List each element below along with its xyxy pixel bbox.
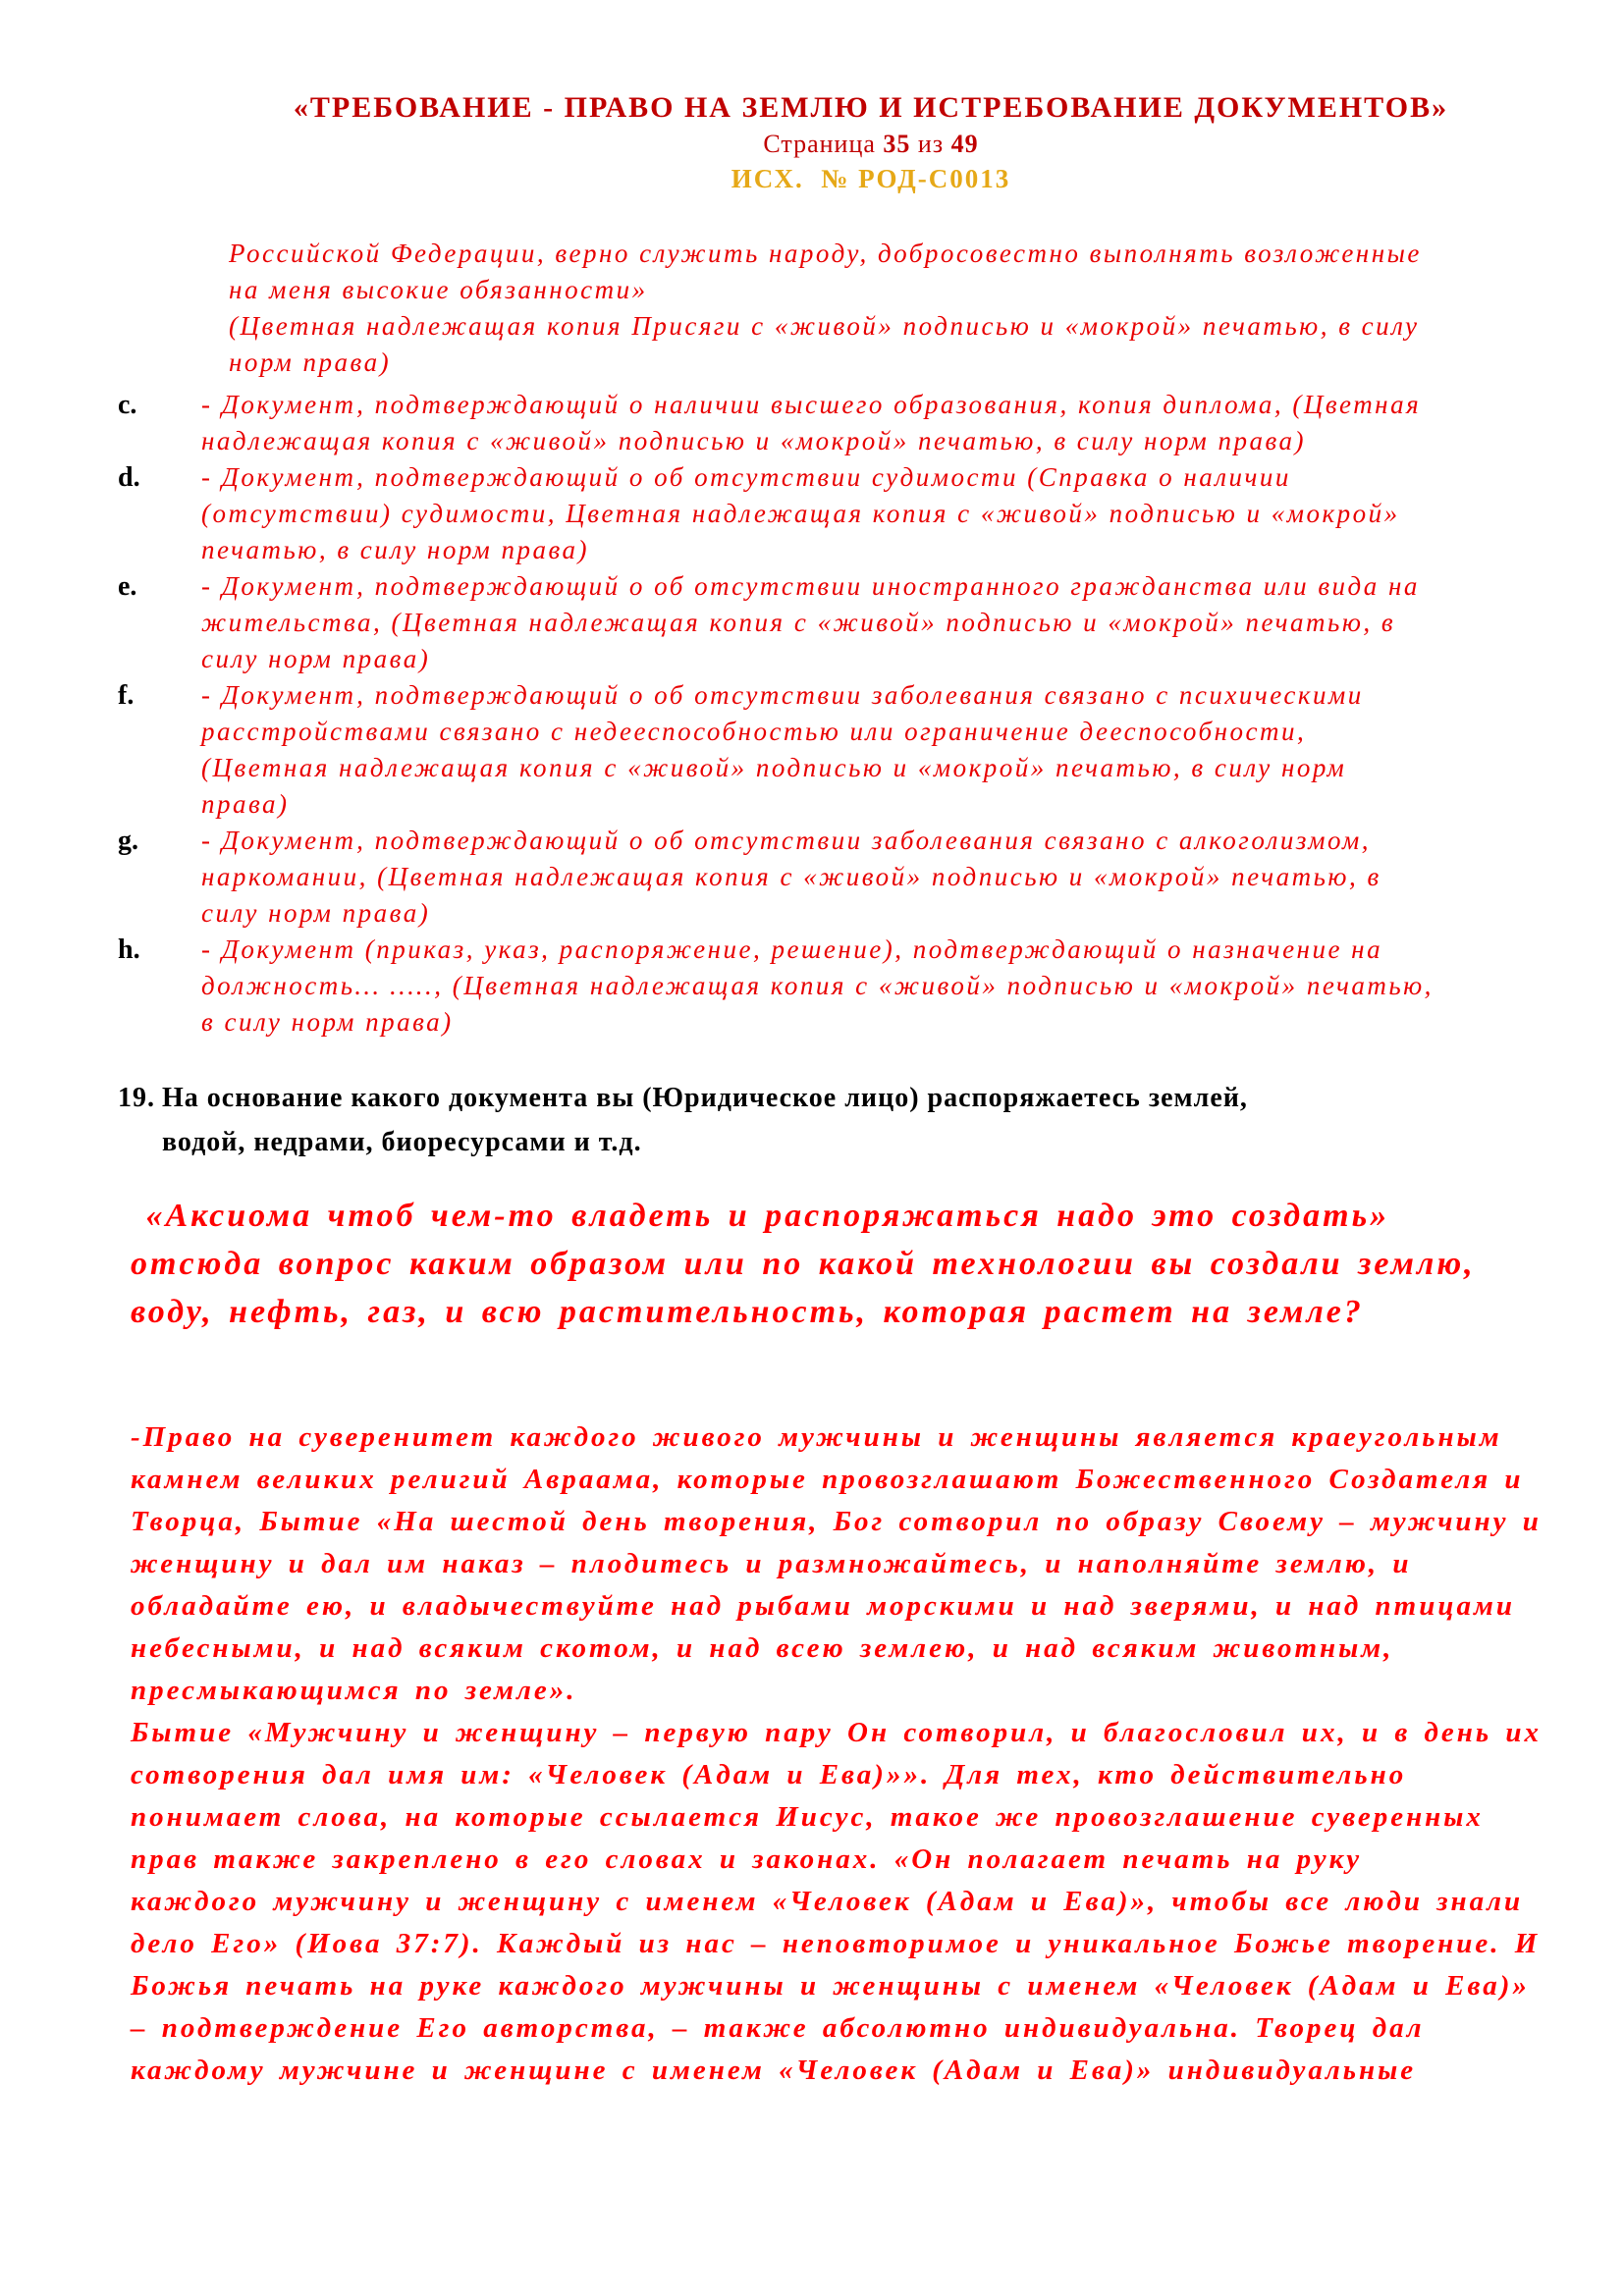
oath-continuation-paragraph xyxy=(229,236,1624,381)
text-line: Российской Федерации, верно служить народу, добросовестно выполнять возложенные xyxy=(229,239,1422,268)
text-line: Творца, Бытие «На шестой день творения, Бог сотворил по образу Своему – мужчину и xyxy=(131,1506,1542,1537)
text-line: «Аксиома чтоб чем-то владеть и распоряжаться надо это создать» xyxy=(131,1198,1390,1234)
text-line: небесными, и над всяким скотом, и над всею землею, и над всяким животным, xyxy=(131,1632,1394,1664)
list-item xyxy=(118,568,1624,677)
text-line: жительства, (Цветная надлежащая копия с «живой» подписью и «мокрой» печатью, в xyxy=(201,608,1396,637)
text-line: камнем великих религий Авраама, которые провозглашают Божественного Создателя и xyxy=(131,1464,1524,1495)
text-line: дело Его» (Иова 37:7). Каждый из нас – неповторимое и уникальное Божье творение. И xyxy=(131,1928,1541,1959)
paragraph-1 xyxy=(131,1416,1624,1712)
text-line: на меня высокие обязанности» xyxy=(229,275,648,304)
required-documents-list xyxy=(118,387,1624,1041)
page-label: Страница xyxy=(763,130,876,158)
text-line: прав также закреплено в его словах и законах. «Он полагает печать на руку xyxy=(131,1843,1363,1875)
text-line: надлежащая копия с «живой» подписью и «мокрой» печатью, в силу норм права) xyxy=(201,426,1307,455)
text-line: норм права) xyxy=(229,347,392,377)
paragraph-2 xyxy=(131,1712,1624,2092)
text-line: силу норм права) xyxy=(201,644,431,673)
text-line: - Документ (приказ, указ, распоряжение, решение), подтверждающий о назначение на xyxy=(201,934,1383,964)
text-line: - Документ, подтверждающий о об отсутствии судимости (Справка о наличии xyxy=(201,462,1291,492)
text-line: должность… ….., (Цветная надлежащая копия с «живой» подписью и «мокрой» печатью, xyxy=(201,971,1434,1000)
text-line: обладайте ею, и владычествуйте над рыбами морскими и над зверями, и над птицами xyxy=(131,1590,1515,1622)
list-item-text xyxy=(201,823,1381,932)
text-line: наркомании, (Цветная надлежащая копия с «живой» подписью и «мокрой» печатью, в xyxy=(201,862,1381,891)
text-line: печатью, в силу норм права) xyxy=(201,535,589,564)
text-line: отсюда вопрос каким образом или по какой технологии вы создали землю, xyxy=(131,1246,1476,1282)
text-line: водой, недрами, биоресурсами и т.д. xyxy=(162,1127,642,1157)
text-line: (отсутствии) судимости, Цветная надлежащая копия с «живой» подписью и «мокрой» xyxy=(201,499,1400,528)
text-line: каждого мужчину и женщину с именем «Человек (Адам и Ева)», чтобы все люди знали xyxy=(131,1886,1524,1917)
text-line: - Документ, подтверждающий о об отсутствии заболевания связано с психическими xyxy=(201,680,1364,710)
list-item xyxy=(118,387,1624,459)
list-item-text xyxy=(201,387,1421,459)
list-item xyxy=(118,459,1624,568)
text-line: силу норм права) xyxy=(201,898,431,928)
list-item-letter: f. xyxy=(118,680,135,711)
of-label: из xyxy=(910,130,951,158)
page-total: 49 xyxy=(950,130,979,158)
text-line: На основание какого документа вы (Юридическое лицо) распоряжаетесь землей, xyxy=(162,1083,1248,1113)
text-line: женщину и дал им наказ – плодитесь и размножайтесь, и наполняйте землю, и xyxy=(131,1548,1412,1579)
list-item-letter: c. xyxy=(118,390,137,420)
text-line: -Право на суверенитет каждого живого мужчины и женщины является краеугольным xyxy=(131,1421,1502,1453)
list-item-letter: d. xyxy=(118,462,140,493)
list-item xyxy=(118,823,1624,932)
text-line: - Документ, подтверждающий о наличии высшего образования, копия диплома, (Цветная xyxy=(201,390,1422,419)
text-line: в силу норм права) xyxy=(201,1007,454,1037)
text-line: – подтверждение Его авторства, – также абсолютно индивидуальна. Творец дал xyxy=(131,2012,1425,2044)
text-line: Божья печать на руке каждого мужчины и женщины с именем «Человек (Адам и Ева)» xyxy=(131,1970,1530,2002)
question-19 xyxy=(118,1076,1624,1164)
text-line: Бытие «Мужчину и женщину – первую пару Он сотворил, и благословил их, и в день их xyxy=(131,1717,1543,1748)
text-line: - Документ, подтверждающий о об отсутствии иностранного гражданства или вида на xyxy=(201,571,1420,601)
text-line: каждому мужчине и женщине с именем «Человек (Адам и Ева)» индивидуальные xyxy=(131,2055,1417,2086)
list-item-text xyxy=(201,677,1364,823)
text-line: - Документ, подтверждающий о об отсутствии заболевания связано с алкоголизмом, xyxy=(201,826,1371,855)
text-line: (Цветная надлежащая копия Присяги с «живой» подписью и «мокрой» печатью, в силу xyxy=(229,311,1420,341)
sovereignty-paragraphs xyxy=(131,1416,1624,2092)
document-header xyxy=(0,88,1624,196)
document-title: «ТРЕБОВАНИЕ - ПРАВО НА ЗЕМЛЮ И ИСТРЕБОВАНИЕ ДОКУМЕНТОВ» xyxy=(293,91,1449,124)
list-item-text xyxy=(201,568,1420,677)
list-item-text xyxy=(201,459,1400,568)
page-current: 35 xyxy=(883,130,911,158)
list-item xyxy=(118,677,1624,823)
question-number: 19. xyxy=(118,1083,155,1113)
axiom-quote xyxy=(131,1192,1624,1336)
reference-number: ИСХ. № РОД-С0013 xyxy=(731,164,1011,193)
text-line: воду, нефть, газ, и всю растительность, которая растет на земле? xyxy=(131,1294,1364,1330)
text-line: понимает слова, на которые ссылается Иисус, такое же провозглашение суверенных xyxy=(131,1801,1484,1833)
question-text xyxy=(162,1076,1248,1164)
text-line: пресмыкающимся по земле». xyxy=(131,1675,577,1706)
text-line: расстройствами связано с недееспособностью или ограничение дееспособности, xyxy=(201,717,1307,746)
page-indicator xyxy=(118,128,1624,161)
list-item xyxy=(118,932,1624,1041)
list-item-letter: h. xyxy=(118,934,140,965)
text-line: (Цветная надлежащая копия с «живой» подписью и «мокрой» печатью, в силу норм xyxy=(201,753,1347,782)
list-item-text xyxy=(201,932,1434,1041)
list-item-letter: e. xyxy=(118,571,137,602)
text-line: права) xyxy=(201,789,290,819)
text-line: сотворения дал имя им: «Человек (Адам и Ева)»». Для тех, кто действительно xyxy=(131,1759,1407,1790)
list-item-letter: g. xyxy=(118,826,138,856)
